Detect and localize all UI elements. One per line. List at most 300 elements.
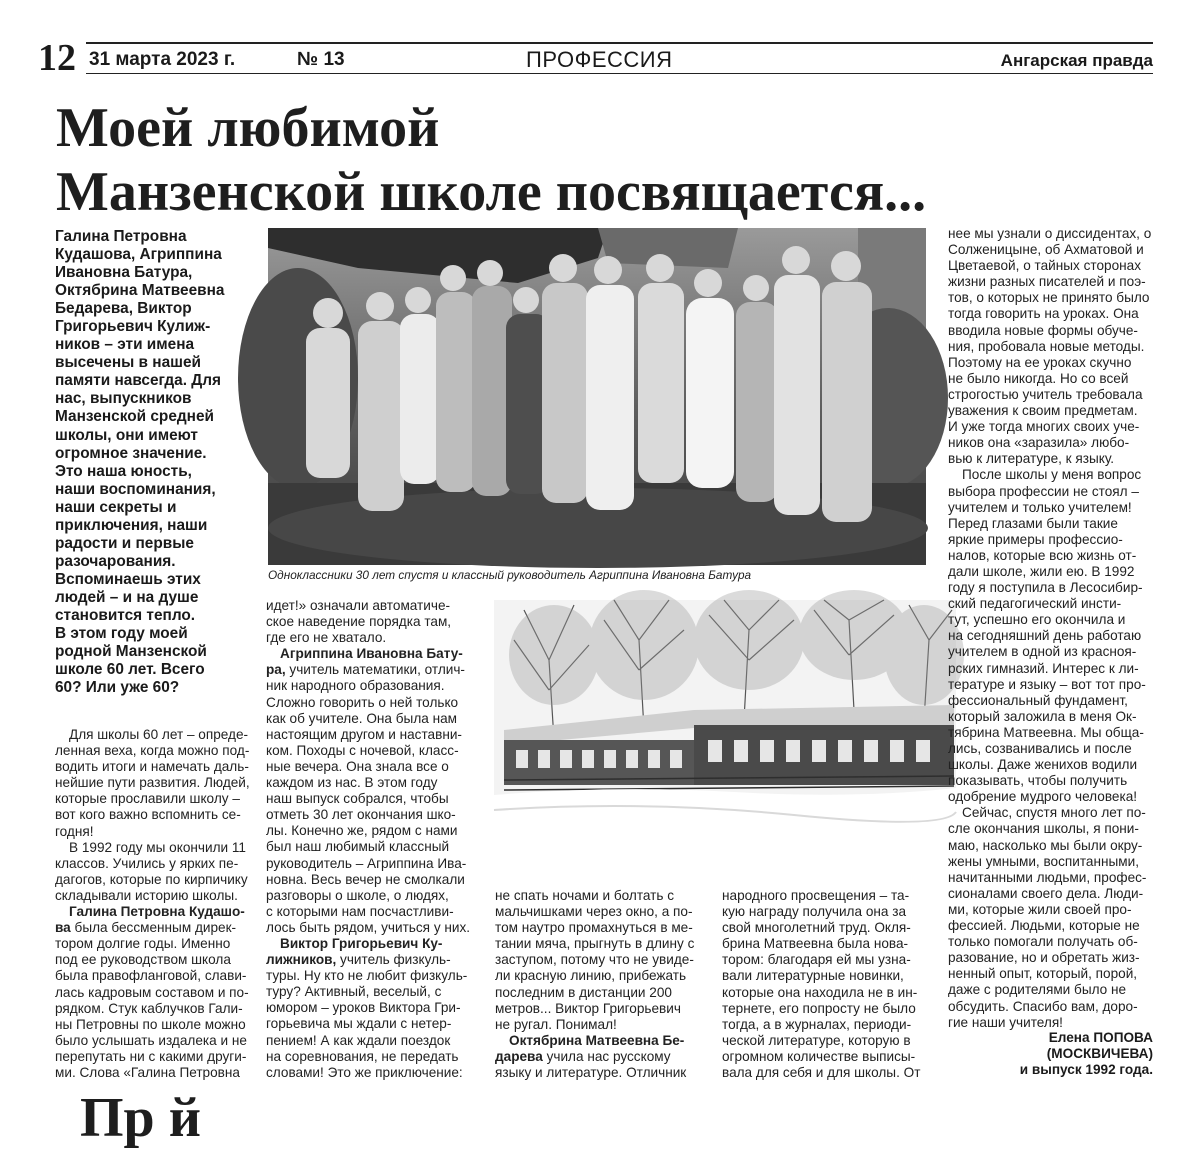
line-text: В 1992 году мы окончили 11 xyxy=(69,839,246,855)
lead-line: Манзенской средней xyxy=(55,408,214,426)
text-line xyxy=(55,856,260,872)
text-line xyxy=(722,1049,928,1065)
text-line xyxy=(55,759,260,775)
lead-line: Кудашова, Агриппина xyxy=(55,246,222,264)
line-text: ми, которые жили своей про- xyxy=(948,901,1132,917)
line-text: жены умными, воспитанными, xyxy=(948,853,1139,869)
line-text: тором: благодаря ей мы узна- xyxy=(722,952,911,968)
line-text: не ругал. Понимал! xyxy=(495,1016,617,1032)
text-line xyxy=(948,274,1156,290)
line-text: горьевича мы ждали с нетер- xyxy=(266,1016,452,1032)
text-line xyxy=(722,985,928,1001)
line-text: ское наведение порядка там, xyxy=(266,614,452,630)
text-line xyxy=(55,1017,260,1033)
text-line xyxy=(55,1065,260,1081)
text-line xyxy=(266,614,474,630)
text-line xyxy=(948,725,1156,741)
text-line xyxy=(948,403,1156,419)
line-text: тогда говорить на уроках. Она xyxy=(948,306,1139,322)
text-line xyxy=(948,789,1156,805)
text-line xyxy=(722,888,928,904)
line-text: последним в дистанции 200 xyxy=(495,984,672,1000)
text-line xyxy=(948,564,1156,580)
text-line xyxy=(948,500,1156,516)
line-text: жизни разных писателей и поэ- xyxy=(948,274,1146,290)
text-line xyxy=(948,757,1156,773)
text-line xyxy=(948,644,1156,660)
page-number: 12 xyxy=(38,37,76,79)
line-text: сионалами своего дела. Люди- xyxy=(948,885,1144,901)
line-text: вала для себя и для школы. От xyxy=(722,1065,921,1081)
text-line xyxy=(266,888,474,904)
text-line xyxy=(266,1033,474,1049)
text-line xyxy=(55,952,260,968)
line-text: вали литературные новинки, xyxy=(722,968,904,984)
text-line xyxy=(948,918,1156,934)
line-text: ния, пробовала новые методы. xyxy=(948,338,1145,354)
person-name: Октябрина Матвеевна Бе- xyxy=(509,1032,685,1048)
line-text: фессией. Людьми, которые не xyxy=(948,918,1140,934)
headline-line-2: Манзенской школе посвящается... xyxy=(56,161,927,223)
lead-line: памяти навсегда. Для xyxy=(55,372,221,390)
article-lead xyxy=(55,228,260,697)
line-text: выбора профессии не стоял – xyxy=(948,483,1139,499)
line-text: гие наши учителя! xyxy=(948,1014,1063,1030)
text-line xyxy=(722,904,928,920)
text-line xyxy=(948,805,1156,821)
line-text: ников она «заразила» любо- xyxy=(948,435,1130,451)
line-text: Солженицыне, об Ахматовой и xyxy=(948,242,1144,258)
author-class: и выпуск 1992 года. xyxy=(1019,1062,1153,1077)
text-line xyxy=(948,516,1156,532)
text-line xyxy=(55,968,260,984)
line-text: даже с родителями было не xyxy=(948,982,1127,998)
text-line xyxy=(266,984,474,1000)
line-text: ник народного образования. xyxy=(266,678,445,694)
line-text: учителем и только учителем! xyxy=(948,499,1132,515)
lead-line: радости и первые xyxy=(55,534,194,552)
text-line xyxy=(948,612,1156,628)
newspaper-name: Ангарская правда xyxy=(1000,51,1153,70)
line-text: разговоры о школе, о людях, xyxy=(266,887,449,903)
text-line xyxy=(722,952,928,968)
lead-line: наши секреты и xyxy=(55,498,177,516)
text-line xyxy=(266,823,474,839)
school-photo-image xyxy=(494,600,956,832)
group-photo xyxy=(268,228,926,565)
line-text: лась кадровым составом и по- xyxy=(55,984,249,1000)
text-line xyxy=(55,727,260,743)
line-text: заступом, потому что не увиде- xyxy=(495,952,694,968)
text-line xyxy=(948,532,1156,548)
line-text: И уже тогда многих своих уче- xyxy=(948,419,1140,435)
text-line xyxy=(495,888,701,904)
line-text: Сейчас, спустя много лет по- xyxy=(962,805,1146,821)
lead-line: школы, они имеют xyxy=(55,426,198,444)
line-text: рядком. Стук каблучков Гали- xyxy=(55,1000,243,1016)
line-text: Для школы 60 лет – опреде- xyxy=(69,727,249,742)
text-line xyxy=(495,1049,701,1065)
line-text: не было никогда. Но со всей xyxy=(948,370,1129,386)
lead-line: высечены в нашей xyxy=(55,354,201,372)
text-line xyxy=(948,467,1156,483)
text-line xyxy=(948,258,1156,274)
line-text: годня! xyxy=(55,823,94,839)
issue-number: № 13 xyxy=(297,49,345,70)
line-text: тов, о которых не принято было xyxy=(948,290,1150,306)
line-text: которые прославили школу – xyxy=(55,791,240,807)
text-line xyxy=(948,677,1156,693)
text-line xyxy=(55,1033,260,1049)
article-headline xyxy=(56,96,956,224)
line-text: лось быть рядом, учиться у них. xyxy=(266,919,471,935)
line-text: пением! А как ждали поездок xyxy=(266,1032,451,1048)
next-article-headline xyxy=(80,1087,980,1149)
text-line xyxy=(266,759,474,775)
text-line xyxy=(948,387,1156,403)
lead-line: Бедарева, Виктор xyxy=(55,300,192,318)
line-text: уважения к своим предметам. xyxy=(948,403,1138,419)
line-text: маю, насколько мы были окру- xyxy=(948,837,1143,853)
text-line xyxy=(722,1017,928,1033)
text-line xyxy=(948,371,1156,387)
line-text: брина Матвеевна была нова- xyxy=(722,936,909,952)
text-line xyxy=(55,1049,260,1065)
text-line xyxy=(266,968,474,984)
next-article-headline-text: Пр й xyxy=(80,1087,201,1149)
text-line xyxy=(948,854,1156,870)
text-line xyxy=(495,936,701,952)
line-text: вводила новые формы обуче- xyxy=(948,322,1138,338)
text-line xyxy=(948,838,1156,854)
author-name: Елена ПОПОВА xyxy=(1048,1030,1153,1045)
line-text: где его не хватало. xyxy=(266,630,387,646)
text-line xyxy=(266,1016,474,1032)
text-line xyxy=(495,1033,701,1049)
line-text: метров... Виктор Григорьевич xyxy=(495,1000,681,1016)
text-line xyxy=(55,824,260,840)
text-line xyxy=(495,1065,701,1081)
group-photo-image xyxy=(268,228,926,565)
line-text: тут, успешно его окончила и xyxy=(948,612,1126,628)
text-line xyxy=(495,985,701,1001)
line-text: дали школе, жили ею. В 1992 xyxy=(948,563,1135,579)
text-line xyxy=(948,242,1156,258)
lead-line: родной Манзенской xyxy=(55,643,207,661)
line-text: дагогов, которые по кирпичику xyxy=(55,871,248,887)
text-line xyxy=(948,950,1156,966)
line-text: ческой литературе, которую в xyxy=(722,1032,911,1048)
section-title: ПРОФЕССИЯ xyxy=(526,47,673,72)
line-text: настоящим другом и наставни- xyxy=(266,726,462,742)
line-text: тогда, а в журналах, периоди- xyxy=(722,1016,912,1032)
line-text: сле окончания школы, я пони- xyxy=(948,821,1139,837)
line-text: классов. Учились у ярких пе- xyxy=(55,855,239,871)
line-text: учила нас русскому xyxy=(542,1048,671,1064)
text-line xyxy=(948,339,1156,355)
line-text: Сложно говорить о ней только xyxy=(266,694,459,710)
text-line xyxy=(55,936,260,952)
line-text: ми. Слова «Галина Петровна xyxy=(55,1064,240,1080)
person-name: Виктор Григорьевич Ку- xyxy=(280,935,443,951)
line-text: ский педагогический инсти- xyxy=(948,596,1122,612)
line-text: идет!» означали автоматиче- xyxy=(266,598,451,613)
article-column-3 xyxy=(495,888,701,1081)
text-line xyxy=(266,791,474,807)
line-text: водить итоги и намечать даль- xyxy=(55,759,249,775)
line-text: словами! Это же приключение: xyxy=(266,1064,463,1080)
article-column-4 xyxy=(722,888,928,1081)
lead-line: 60? Или уже 60? xyxy=(55,679,180,697)
headline-line-1: Моей любимой xyxy=(56,97,440,159)
line-text: тературе и языку – вот тот про- xyxy=(948,676,1146,692)
text-line xyxy=(266,856,474,872)
line-text: нее мы узнали о диссидентах, о xyxy=(948,226,1152,241)
line-text: учителем в одной из красноя- xyxy=(948,644,1137,660)
line-text: фессиональный фундамент, xyxy=(948,692,1128,708)
text-line xyxy=(722,1065,928,1081)
lead-line: нас, выпускников xyxy=(55,390,192,408)
text-line xyxy=(55,872,260,888)
line-text: под ее руководством школа xyxy=(55,952,231,968)
article-column-2 xyxy=(266,598,474,1081)
line-text: Поэтому на ее уроках скучно xyxy=(948,354,1132,370)
line-text: на сегодняшний день работаю xyxy=(948,628,1142,644)
line-text: вот кого важно вспомнить се- xyxy=(55,807,241,823)
line-text: лись, созванивались и после xyxy=(948,741,1132,756)
text-line xyxy=(948,821,1156,837)
lead-line: огромное значение. xyxy=(55,444,207,462)
line-text: обсудить. Спасибо вам, доро- xyxy=(948,998,1138,1014)
line-text: вью к литературе, к языку. xyxy=(948,451,1115,467)
person-name: лижников, xyxy=(266,952,337,968)
line-text: одобрение мудрого человека! xyxy=(948,789,1138,805)
line-text: было услышать издалека и не xyxy=(55,1032,247,1048)
text-line xyxy=(948,226,1156,242)
text-line xyxy=(722,936,928,952)
text-line xyxy=(266,646,474,662)
text-line xyxy=(266,872,474,888)
text-line xyxy=(948,290,1156,306)
line-text: тором долгие годы. Именно xyxy=(55,936,231,952)
lead-line: Григорьевич Кулиж- xyxy=(55,318,211,336)
text-line xyxy=(55,888,260,904)
person-name: ва xyxy=(55,920,71,936)
person-name: ра, xyxy=(266,662,286,678)
line-text: кую награду получила она за xyxy=(722,904,907,920)
line-text: нейшие пути развития. Людей, xyxy=(55,775,250,791)
line-text: который заложила в меня Ок- xyxy=(948,708,1137,724)
line-text: отметь 30 лет окончания шко- xyxy=(266,807,456,823)
line-text: яркие примеры профессио- xyxy=(948,531,1123,547)
line-text: Перед глазами были такие xyxy=(948,515,1118,531)
text-line xyxy=(948,451,1156,467)
text-line xyxy=(948,419,1156,435)
line-text: на соревнования, не передать xyxy=(266,1048,459,1064)
text-line xyxy=(722,1033,928,1049)
text-line xyxy=(266,1049,474,1065)
line-text: руководитель – Агриппина Ива- xyxy=(266,855,467,871)
text-line xyxy=(55,985,260,1001)
lead-line: Галина Петровна xyxy=(55,228,187,245)
text-line xyxy=(948,886,1156,902)
text-line xyxy=(55,840,260,856)
line-text: мальчишками через окно, а по- xyxy=(495,904,693,920)
header-rule-bottom xyxy=(86,73,1153,74)
text-line xyxy=(266,936,474,952)
line-text: ленная веха, когда можно под- xyxy=(55,743,250,759)
line-text: была правофланговой, слави- xyxy=(55,968,247,984)
header-rule-top xyxy=(86,42,1153,44)
person-name: Галина Петровна Кудашо- xyxy=(69,904,245,920)
line-text: которые она находила не в ин- xyxy=(722,984,918,1000)
line-text: начитанными людьми, профес- xyxy=(948,869,1147,885)
line-text: После школы у меня вопрос xyxy=(962,467,1142,483)
line-text: свой многолетний труд. Окля- xyxy=(722,920,911,936)
text-line xyxy=(722,920,928,936)
text-line xyxy=(266,839,474,855)
text-line xyxy=(266,904,474,920)
line-text: ли красную линию, прибежать xyxy=(495,968,687,984)
author-maiden-name: (МОСКВИЧЕВА) xyxy=(1046,1046,1153,1061)
text-line xyxy=(55,1001,260,1017)
line-text: тании мяча, прыгнуть в длину с xyxy=(495,936,695,952)
text-line xyxy=(948,693,1156,709)
text-line xyxy=(948,709,1156,725)
line-text: с которыми нам посчастливи- xyxy=(266,903,454,919)
person-name: Агриппина Ивановна Бату- xyxy=(280,646,463,662)
line-text: был наш любимый классный xyxy=(266,839,450,855)
text-line xyxy=(495,952,701,968)
line-text: тябрина Матвеевна. Мы обща- xyxy=(948,724,1144,740)
text-line xyxy=(55,920,260,936)
text-line xyxy=(948,435,1156,451)
line-text: тернете, его попросту не было xyxy=(722,1000,916,1016)
line-text: туру? Активный, веселый, с xyxy=(266,984,442,1000)
line-text: ные вечера. Она знала все о xyxy=(266,758,449,774)
text-line xyxy=(948,323,1156,339)
text-line xyxy=(948,999,1156,1015)
lead-line: людей – и на душе xyxy=(55,588,199,606)
text-line xyxy=(495,1001,701,1017)
text-line xyxy=(948,306,1156,322)
person-name: дарева xyxy=(495,1048,543,1064)
text-line xyxy=(266,678,474,694)
text-line xyxy=(495,1017,701,1033)
lead-line: Это наша юность, xyxy=(55,462,192,480)
article-column-5 xyxy=(948,226,1156,1031)
line-text: огромном количестве выписы- xyxy=(722,1048,916,1064)
line-text: показывать, чтобы получить xyxy=(948,773,1128,789)
line-text: ком. Походы с ночевой, класс- xyxy=(266,742,459,758)
line-text: наш выпуск собрался, чтобы xyxy=(266,791,449,807)
text-line xyxy=(722,968,928,984)
line-text: была бессменным дирек- xyxy=(70,920,237,936)
text-line xyxy=(55,904,260,920)
line-text: складывали историю школы. xyxy=(55,887,238,903)
text-line xyxy=(266,695,474,711)
text-line xyxy=(495,968,701,984)
line-text: не спать ночами и болтать с xyxy=(495,888,675,903)
lead-line: Вспоминаешь этих xyxy=(55,570,201,588)
line-text: туры. Ну кто не любит физкуль- xyxy=(266,968,468,984)
line-text: том наутро промахнуться в ме- xyxy=(495,920,693,936)
lead-line: приключения, наши xyxy=(55,516,208,534)
text-line xyxy=(948,934,1156,950)
photo-caption: Одноклассники 30 лет спустя и классный руководитель Агриппина Ивановна Батура xyxy=(268,568,752,582)
issue-date: 31 марта 2023 г. xyxy=(89,49,236,70)
text-line xyxy=(266,920,474,936)
line-text: ны Петровны по школе можно xyxy=(55,1016,246,1032)
text-line xyxy=(266,711,474,727)
line-text: новна. Весь вечер не смолкали xyxy=(266,871,465,887)
line-text: строгостью учитель требовала xyxy=(948,386,1143,402)
text-line xyxy=(266,775,474,791)
lead-line: разочарования. xyxy=(55,552,176,570)
line-text: налов, которые всю жизнь от- xyxy=(948,547,1137,563)
line-text: только помогали получать об- xyxy=(948,934,1138,950)
line-text: как об учителе. Она была нам xyxy=(266,710,458,726)
text-line xyxy=(948,661,1156,677)
line-text: каждом из нас. В этом году xyxy=(266,775,438,791)
article-signature xyxy=(933,1030,1153,1078)
text-line xyxy=(948,966,1156,982)
text-line xyxy=(266,807,474,823)
text-line xyxy=(495,904,701,920)
line-text: школы. Даже женихов водили xyxy=(948,757,1138,773)
text-line xyxy=(948,741,1156,757)
lead-line: Ивановна Батура, xyxy=(55,264,193,282)
line-text: языку и литературе. Отличник xyxy=(495,1065,687,1081)
text-line xyxy=(55,775,260,791)
lead-line: наши воспоминания, xyxy=(55,480,216,498)
text-line xyxy=(266,598,474,614)
text-line xyxy=(266,743,474,759)
line-text: перепутать ни с какими други- xyxy=(55,1048,247,1064)
text-line xyxy=(266,952,474,968)
line-text: учитель физкуль- xyxy=(336,952,451,968)
text-line xyxy=(495,920,701,936)
text-line xyxy=(55,791,260,807)
article-column-1 xyxy=(55,727,260,1081)
lead-line: становится тепло. xyxy=(55,606,196,624)
text-line xyxy=(948,982,1156,998)
line-text: учитель математики, отлич- xyxy=(285,662,465,678)
text-line xyxy=(948,580,1156,596)
line-text: разование, но и обретать жиз- xyxy=(948,950,1140,966)
line-text: ненный опыт, который, порой, xyxy=(948,966,1138,982)
text-line xyxy=(948,1015,1156,1031)
lead-line: школе 60 лет. Всего xyxy=(55,661,205,679)
line-text: Цветаевой, о тайных сторонах xyxy=(948,258,1142,274)
lead-line: Октябрина Матвеевна xyxy=(55,282,225,300)
text-line xyxy=(948,596,1156,612)
text-line xyxy=(55,807,260,823)
line-text: году я поступила в Лесосибир- xyxy=(948,580,1143,596)
line-text: юмором – уроков Виктора Гри- xyxy=(266,1000,461,1016)
text-line xyxy=(722,1001,928,1017)
text-line xyxy=(948,548,1156,564)
text-line xyxy=(55,743,260,759)
lead-line: ников – эти имена xyxy=(55,336,195,354)
text-line xyxy=(948,773,1156,789)
line-text: лы. Конечно же, рядом с нами xyxy=(266,823,458,839)
text-line xyxy=(948,870,1156,886)
text-line xyxy=(948,355,1156,371)
text-line xyxy=(948,902,1156,918)
line-text: рских гимназий. Интерес к ли- xyxy=(948,660,1139,676)
line-text: народного просвещения – та- xyxy=(722,888,910,903)
